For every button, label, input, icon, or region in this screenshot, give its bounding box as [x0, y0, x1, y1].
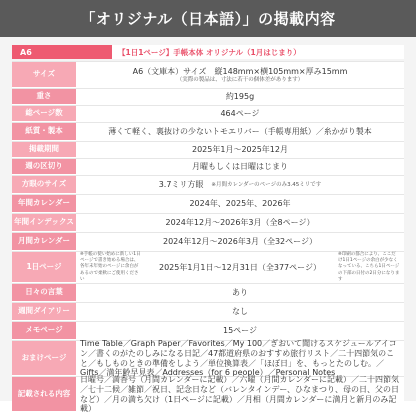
- spec-table: [0, 37, 416, 414]
- row-grid: [12, 175, 404, 194]
- value-week: 月曜もしくは日曜はじまり: [76, 159, 404, 175]
- row-words: [12, 283, 404, 302]
- value-weekly: なし: [76, 303, 404, 321]
- value-extras: Time Table／Graph Paper／Favorites／My 100／ぎおいて聞けるスケジュールアイコン／書くのがたのしみになる日記／47都道府県のおすすめ旅行リスト／二十四節気のこと／もしものときの準備をしよう／単位換算表／「ほぼ日」を、もっとたのしむ。／Gifts／満年齢早見表／Addresses（for 6 people）／Personal Notes: [76, 341, 404, 376]
- label-grid: 方眼のサイズ: [12, 176, 76, 194]
- page-title: 「オリジナル（日本語）」の掲載内容: [0, 0, 416, 37]
- label-memo: メモページ: [12, 322, 76, 340]
- row-daily: [12, 251, 404, 283]
- value-daily: [76, 252, 404, 283]
- value-yearly: 2024年、2025年、2026年: [76, 195, 404, 213]
- value-grid: [76, 176, 404, 194]
- label-size: サイズ: [12, 62, 76, 88]
- value-memo: 15ページ: [76, 322, 404, 340]
- value-paper: 薄くて軽く、裏抜けの少ないトモエリバー（手帳専用紙）／糸かがり製本: [76, 123, 404, 141]
- grid-note: ※月間カレンダーのページのみ3.45ミリです: [211, 181, 322, 188]
- label-index: 年間インデックス: [12, 214, 76, 232]
- spec-rows: [12, 61, 404, 412]
- value-period: 2025年1月〜2025年12月: [76, 142, 404, 158]
- label-week: 週の区切り: [12, 159, 76, 175]
- grid-value: 3.7ミリ方眼: [158, 180, 204, 190]
- page-type-tag: 【1日1ページ】手帳本体 オリジナル（1月はじまり）: [112, 45, 404, 59]
- value-pages: 464ページ: [76, 106, 404, 122]
- value-monthly: 2024年12月〜2026年3月（全32ページ）: [76, 233, 404, 251]
- size-tag: A6: [12, 45, 112, 59]
- label-words: 日々の言葉: [12, 284, 76, 302]
- row-monthly: [12, 232, 404, 251]
- label-paper: 紙質・製本: [12, 123, 76, 141]
- label-monthly: 月間カレンダー: [12, 233, 76, 251]
- row-paper: [12, 122, 404, 141]
- row-index: [12, 213, 404, 232]
- row-listed: [12, 376, 404, 412]
- row-memo: [12, 321, 404, 340]
- label-weight: 重さ: [12, 89, 76, 105]
- row-weight: [12, 88, 404, 105]
- value-size: [76, 62, 404, 88]
- size-note: （実際の製品は、寸法に若干の個体差があります）: [176, 76, 304, 83]
- row-period: [12, 141, 404, 158]
- table-header: [12, 45, 404, 59]
- label-listed: 記載される内容: [12, 377, 76, 412]
- row-size: [12, 61, 404, 88]
- label-yearly: 年間カレンダー: [12, 195, 76, 213]
- daily-value: 2025年1月1日〜12月31日（全377ページ）: [158, 262, 321, 272]
- label-weekly: 週間ダイアリー: [12, 303, 76, 321]
- value-listed: 日曜号／満香号（月間カレンダーに記載）／六曜（月間カレンダーに記載）／二十四節気／七十二候／雑節／祝日、記念日など（バレンタインデー、ひなまつり、母の日、父の日など）／月の満ち欠け（1日ページに記載）／月相（月間カレンダーに満月と新月のみ記載）: [76, 377, 404, 412]
- row-weekly: [12, 302, 404, 321]
- row-week: [12, 158, 404, 175]
- label-pages: 総ページ数: [12, 106, 76, 122]
- label-extras: おまけページ: [12, 341, 76, 376]
- label-period: 掲載期間: [12, 142, 76, 158]
- value-weight: 約195g: [76, 89, 404, 105]
- row-pages: [12, 105, 404, 122]
- label-daily: 1日ページ: [12, 252, 76, 283]
- value-index: 2024年12月〜2026年3月（全8ページ）: [76, 214, 404, 232]
- daily-note-left: ※手帳の使い始めに新しい1日ページで書き始める場合は、各年末年始のページに余白があるので柔軟にご使用ください: [80, 252, 141, 282]
- row-extras: [12, 340, 404, 376]
- value-words: あり: [76, 284, 404, 302]
- row-yearly: [12, 194, 404, 213]
- size-value: A6（文庫本）サイズ 縦148mm×横105mm×厚み15mm: [132, 66, 348, 76]
- daily-note-right: ※印刷の都合により、ここだけ1日1ページの余白が少なくなっている、こちら1日ページの下部の日付の2日分になります: [337, 252, 400, 282]
